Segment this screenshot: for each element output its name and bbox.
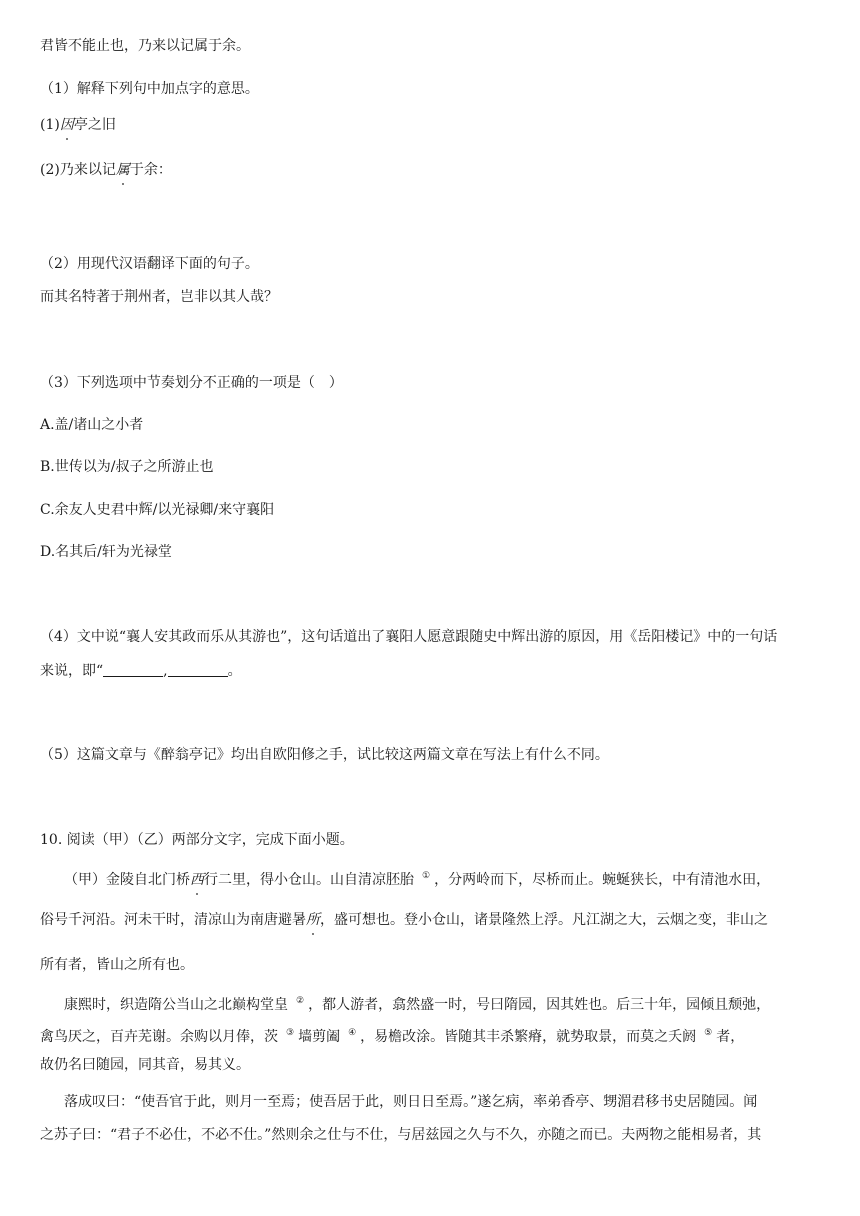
question-2-title: （2）用现代汉语翻译下面的句子。 [40, 256, 259, 272]
footnote-marker: ④ [348, 1028, 357, 1038]
question-4-line-1: （4）文中说“襄人安其政而乐从其游也”，这句话道出了襄阳人愿意跟随史中辉出游的原因，用《岳阳楼记》中的一句话 [40, 629, 778, 645]
text: 俗号千河沿。河未干时，清凉山为南唐避暑 [40, 912, 306, 928]
passage-line [40, 910, 768, 930]
dotted-char: 属 [115, 162, 130, 178]
option-b: B.世传以为/叔子之所游止也 [40, 459, 214, 475]
text: 禽鸟厌之，百卉芜谢。余购以月俸，茨 [40, 1029, 278, 1045]
question-2-sentence: 而其名特著于荆州者，岂非以其人哉？ [40, 289, 278, 305]
option-d: D.名其后/轩为光禄堂 [40, 544, 172, 560]
question-3-title: （3）下列选项中节奏划分不正确的一项是（ ） [40, 375, 343, 391]
question-1-title: （1）解释下列句中加点字的意思。 [40, 81, 259, 97]
item-text: 亭之旧 [73, 117, 116, 133]
dotted-char: 因 [59, 117, 74, 133]
option-c: C.余友人史君中辉/以光禄卿/来守襄阳 [40, 502, 275, 518]
dotted-char: 西 [190, 872, 204, 888]
question-1-item-1 [40, 115, 116, 135]
text: 来说，即“ [40, 663, 104, 679]
passage-line: 所有者，皆山之所有也。 [40, 957, 194, 973]
question-10-title: 10. 阅读（甲）（乙）两部分文字，完成下面小题。 [40, 832, 354, 848]
footnote-marker: ⑤ [704, 1028, 713, 1038]
text: ，盛可想也。登小仓山，诸景隆然上浮。凡江湖之大，云烟之变，非山之 [320, 912, 768, 928]
item-text: (2)乃来以记 [40, 162, 116, 178]
footnote-marker: ② [296, 996, 305, 1006]
text-line: 君皆不能止也，乃来以记属于余。 [40, 38, 250, 54]
footnote-marker: ③ [286, 1028, 295, 1038]
answer-blank[interactable] [103, 662, 163, 677]
question-1-item-2 [40, 160, 172, 180]
text: 行二里，得小仓山。山自清凉胚胎 [204, 872, 414, 888]
option-a: A.盖/诸山之小者 [40, 417, 144, 433]
passage-line: 落成叹曰：“使吾官于此，则月一至焉；使吾居于此，则日日至焉。”遂乞病，率弟香亭、甥湄君移书史居随园。闻 [64, 1094, 758, 1110]
item-number: (1) [40, 117, 60, 133]
text: 者， [716, 1029, 745, 1045]
passage-line [40, 1023, 744, 1047]
answer-blank[interactable] [168, 662, 228, 677]
dotted-char: 所 [306, 912, 320, 928]
question-5: （5）这篇文章与《醉翁亭记》均出自欧阳修之手，试比较这两篇文章在写法上有什么不同。 [40, 747, 609, 763]
text: ，易檐改涂。皆随其丰杀繁瘠，就势取景，而莫之夭阏 [360, 1029, 697, 1045]
text: , [163, 663, 168, 679]
text: 。 [227, 663, 242, 679]
passage-line: 之苏子曰：“君子不必仕，不必不仕。”然则余之仕与不仕，与居兹园之久与不久，亦随之而已。夫两物之能相易者，其 [40, 1127, 762, 1143]
question-4-line-2 [40, 661, 242, 681]
text: 墙剪阖 [298, 1029, 341, 1045]
item-text: 于余： [129, 162, 172, 178]
passage-line: 故仍名曰随园，同其音，易其义。 [40, 1057, 250, 1073]
text: 康熙时，织造隋公当山之北巅构堂皇 [64, 997, 288, 1013]
text: ，分两岭而下，尽桥而止。蜿蜒狭长，中有清池水田， [434, 872, 771, 888]
passage-line [64, 991, 770, 1015]
text: ，都人游者，翕然盛一时，号曰隋园，因其姓也。后三十年，园倾且颓弛， [308, 997, 771, 1013]
passage-line [64, 866, 770, 890]
text: （甲）金陵自北门桥 [64, 872, 190, 888]
footnote-marker: ① [422, 871, 431, 881]
